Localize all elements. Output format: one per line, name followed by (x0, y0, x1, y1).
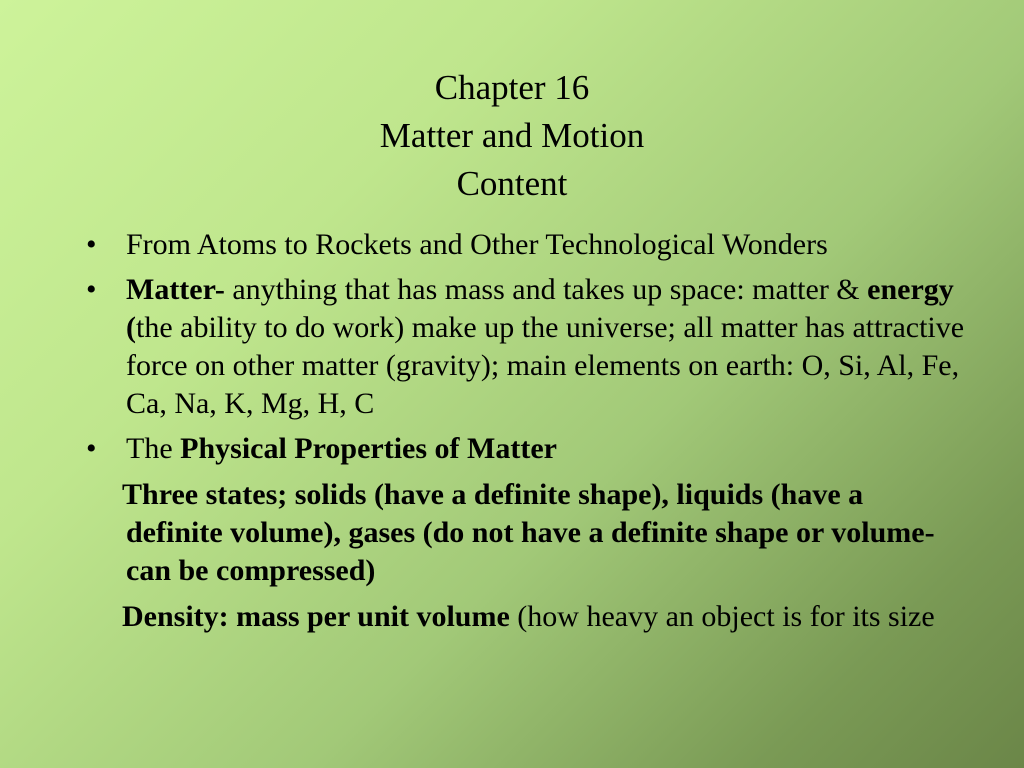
bullet-item-atoms (86, 226, 966, 264)
bullet-dot: • (86, 273, 97, 306)
title-line-topic: Matter and Motion (379, 116, 645, 155)
bullet-item-physical-properties (86, 430, 966, 468)
density-explanation: (how heavy an object is for its size (509, 600, 935, 633)
states-description: Three states; solids (have a definite shape), liquids (have a definite volume), gases (do not have a definite shape or volume- can be compressed) (122, 478, 935, 587)
slide-title (0, 64, 1024, 208)
paragraph-density (86, 598, 966, 636)
energy-definition: the ability to do work) make up the universe; all matter has attractive force on other matter (gravity); main elements on earth: O, Si, Al, Fe, Ca, Na, K, Mg, H, C (126, 311, 965, 420)
bullet-dot: • (86, 228, 97, 261)
term-matter: Matter- (126, 273, 225, 306)
title-line-chapter: Chapter 16 (434, 68, 590, 107)
slide-body (86, 226, 966, 636)
bullet-text: From Atoms to Rockets and Other Technological Wonders (126, 228, 828, 261)
matter-definition: anything that has mass and takes up space: matter & (224, 273, 868, 306)
term-physical-properties: Physical Properties of Matter (180, 432, 557, 465)
term-density: Density: mass per unit volume (122, 600, 510, 633)
bullet-text: The (126, 432, 181, 465)
title-line-content: Content (456, 164, 568, 203)
bullet-dot: • (86, 432, 97, 465)
bullet-item-matter (86, 271, 966, 423)
paragraph-states (86, 476, 966, 590)
term-energy: energy ( (126, 273, 954, 344)
